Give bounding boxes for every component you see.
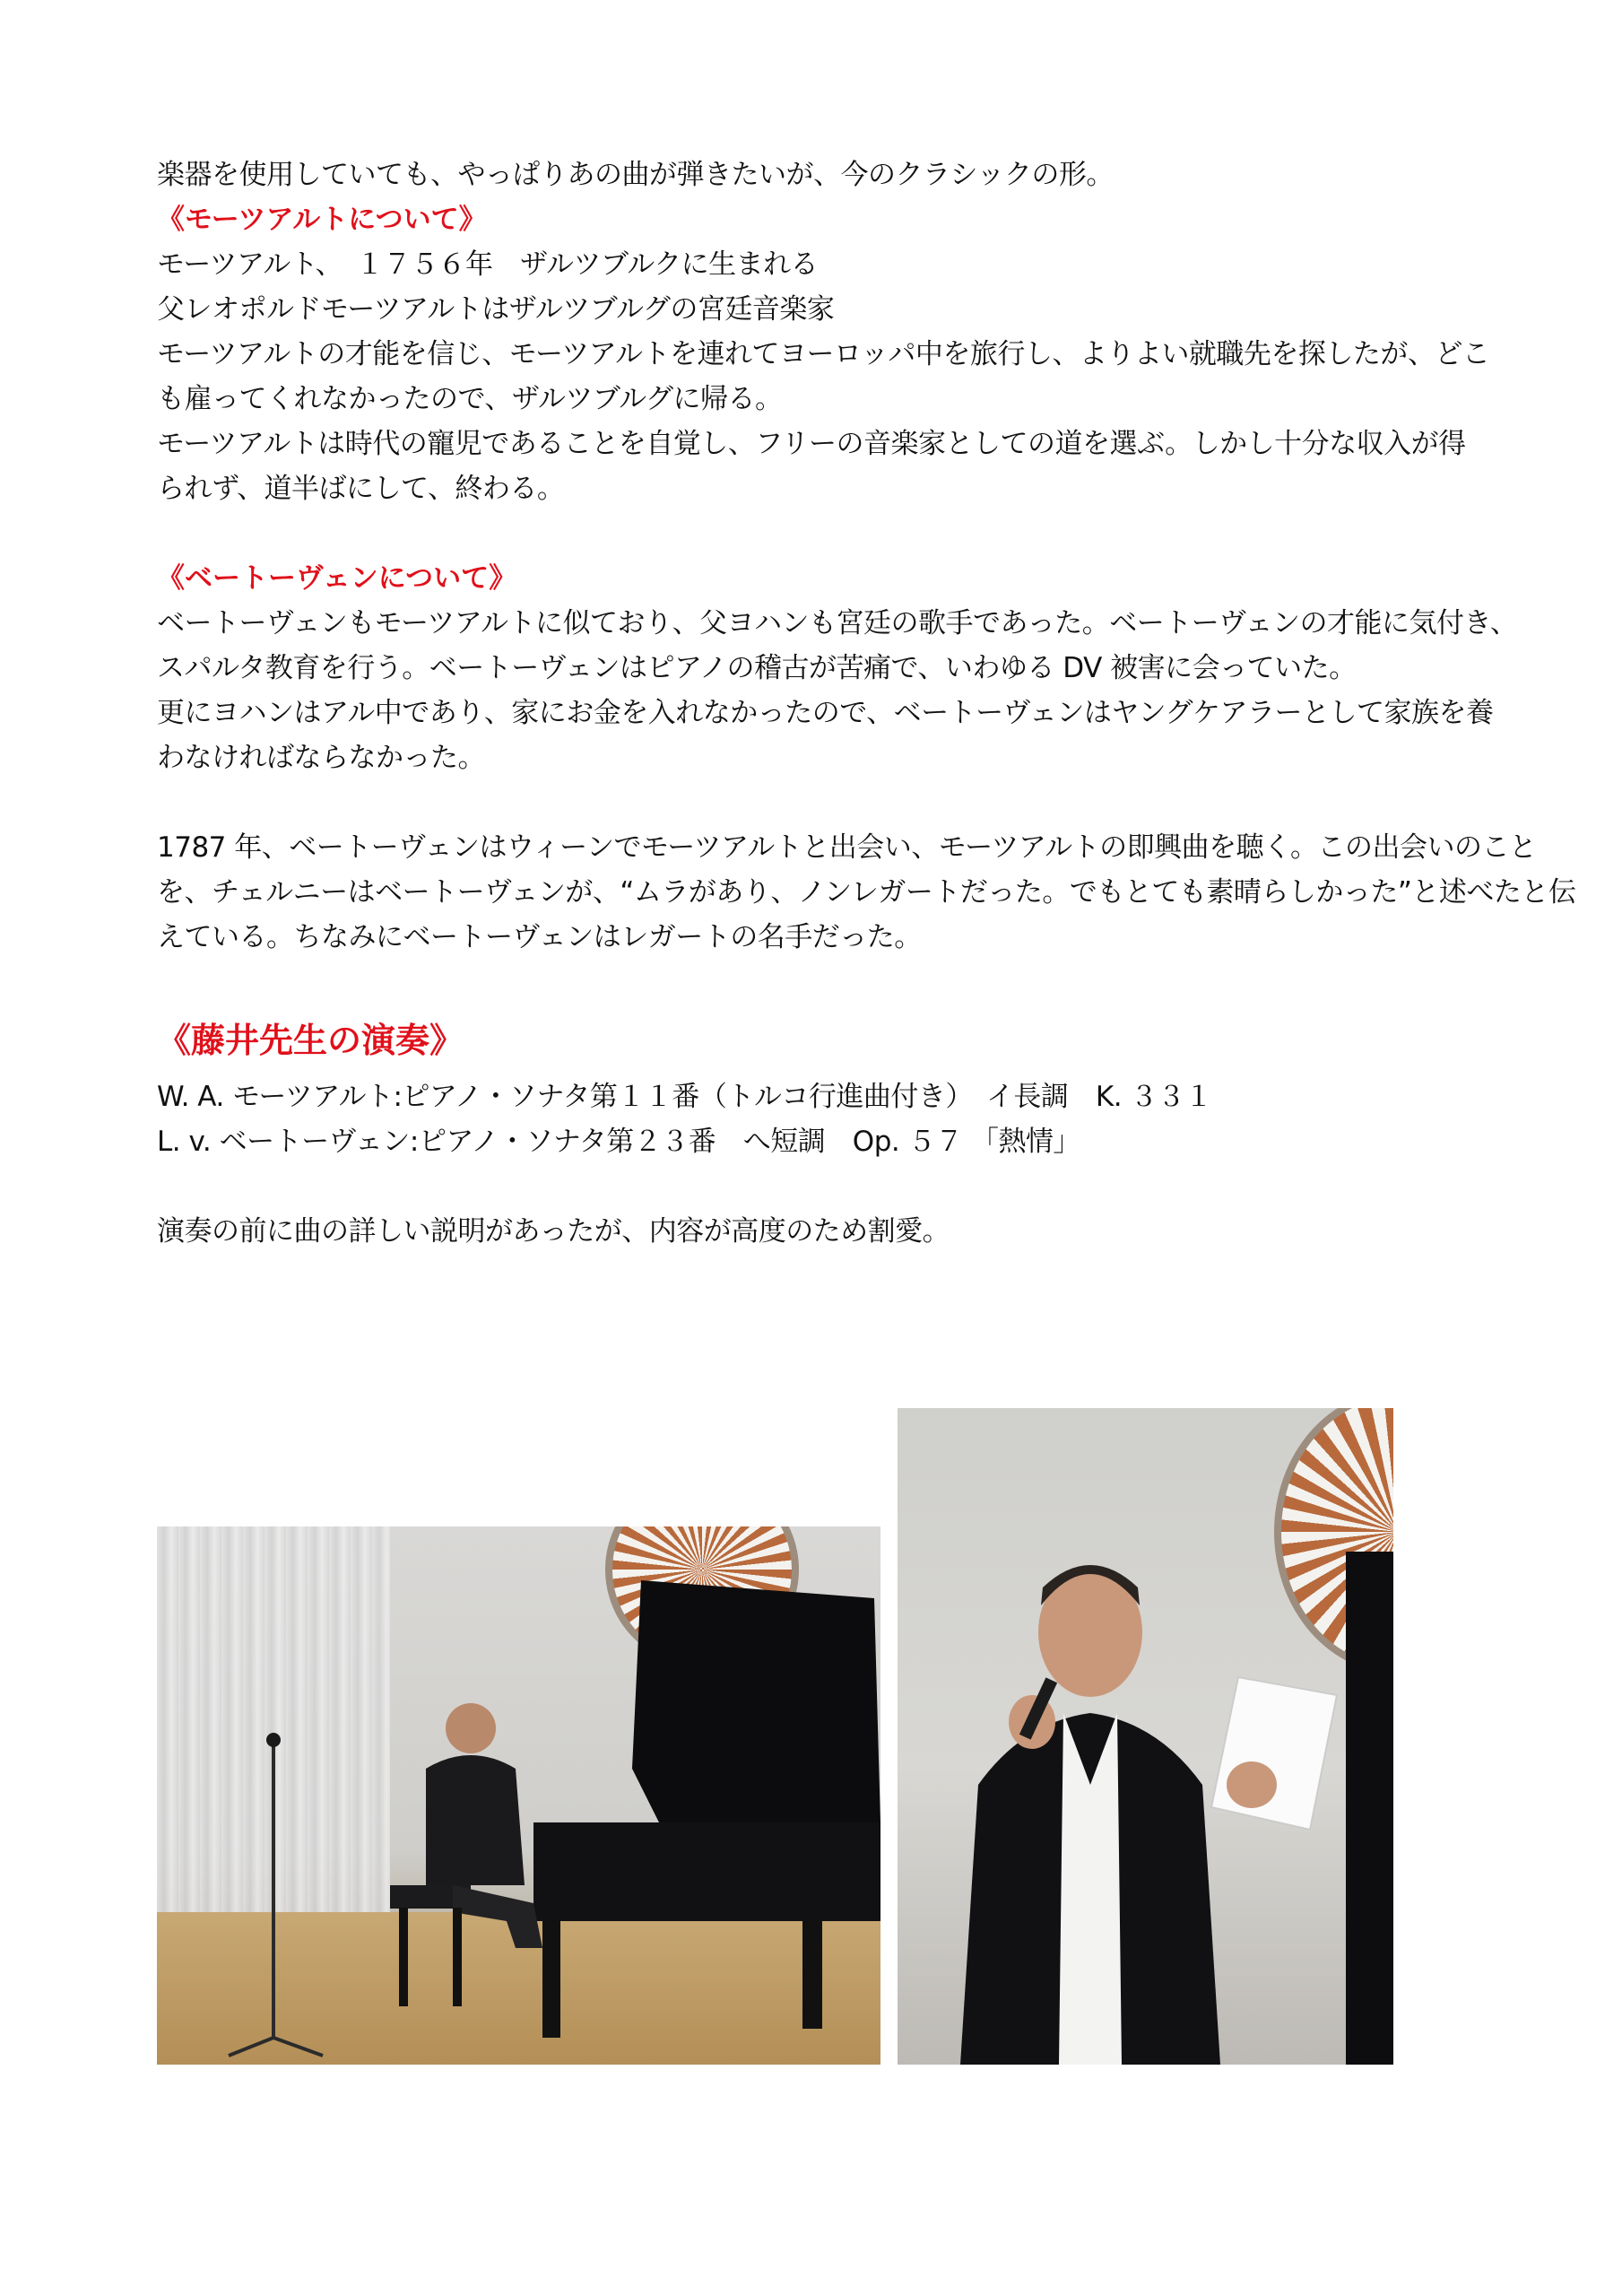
spacer xyxy=(157,1164,1484,1209)
mozart-line-4: も雇ってくれなかったので、ザルツブルグに帰る。 xyxy=(157,383,783,415)
spacer xyxy=(157,1065,1484,1074)
performance-note: 演奏の前に曲の詳しい説明があったが、内容が高度のため割愛。 xyxy=(157,1215,950,1248)
spacer xyxy=(157,960,1484,1015)
intro-line: 楽器を使用していても、やっぱりあの曲が弾きたいが、今のクラシックの形。 xyxy=(157,159,1114,191)
meeting-line-1: 1787 年、ベートーヴェンはウィーンでモーツアルトと出会い、モーツアルトの即興曲を聴く。この出会いのこと xyxy=(157,831,1537,864)
performance-heading: 《藤井先生の演奏》 xyxy=(157,1021,464,1060)
meeting-line-3: えている。ちなみにベートーヴェンはレガートの名手だった。 xyxy=(157,921,922,953)
spacer xyxy=(157,780,1484,825)
speaker-with-microphone-photo xyxy=(898,1408,1393,2065)
mozart-line-3: モーツアルトの才能を信じ、モーツアルトを連れてヨーロッパ中を旅行し、よりよい就職先を探したが、どこ xyxy=(157,338,1490,370)
piano-performance-photo xyxy=(157,1526,880,2065)
beethoven-line-2: スパルタ教育を行う。ベートーヴェンはピアノの稽古が苦痛で、いわゆる DV 被害に会っていた。 xyxy=(157,652,1357,684)
mozart-line-5: モーツアルトは時代の寵児であることを自覚し、フリーの音楽家としての道を選ぶ。しかし十分な収入が得 xyxy=(157,428,1466,460)
mozart-line-6: られず、道半ばにして、終わる。 xyxy=(157,473,565,505)
mozart-line-1: モーツアルト、 １７５６年 ザルツブルクに生まれる xyxy=(157,248,819,281)
piece-mozart: W. A. モーツアルト:ピアノ・ソナタ第１１番（トルコ行進曲付き） イ長調 K. ３３１ xyxy=(157,1081,1212,1113)
meeting-line-2: を、チェルニーはベートーヴェンが、“ムラがあり、ノンレガートだった。でもとても素晴らしかった”と述べたと伝 xyxy=(157,876,1576,909)
beethoven-heading: 《ベートーヴェンについて》 xyxy=(157,562,517,595)
beethoven-line-4: わなければならなかった。 xyxy=(157,742,485,774)
piece-beethoven: L. v. ベートーヴェン:ピアノ・ソナタ第２３番 へ短調 Op. ５７ 「熱情」 xyxy=(157,1126,1080,1158)
grand-piano-graphic xyxy=(157,1526,880,2065)
beethoven-line-1: ベートーヴェンもモーツアルトに似ており、父ヨハンも宮廷の歌手であった。ベートーヴェンの才能に気付き、 xyxy=(157,607,1518,639)
document-body xyxy=(157,152,1576,1254)
spacer xyxy=(157,511,1484,556)
beethoven-line-3: 更にヨハンはアル中であり、家にお金を入れなかったので、ベートーヴェンはヤングケアラーとして家族を養 xyxy=(157,697,1494,729)
speaker-graphic xyxy=(898,1408,1393,2065)
mozart-heading: 《モーツアルトについて》 xyxy=(157,204,487,236)
mozart-line-2: 父レオポルドモーツアルトはザルツブルグの宮廷音楽家 xyxy=(157,293,835,326)
